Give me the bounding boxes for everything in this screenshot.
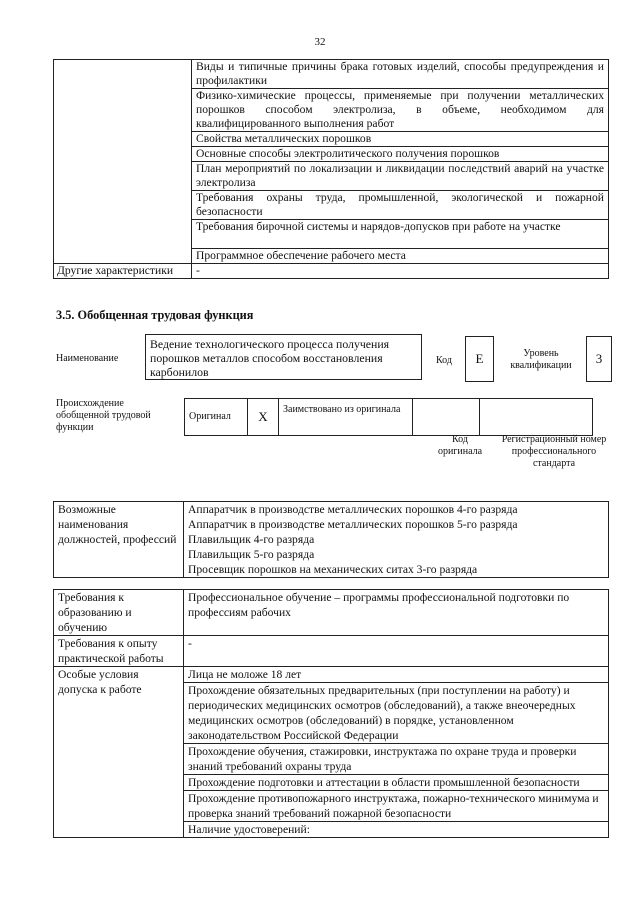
positions-label: Возможные наименования должностей, профессий [54, 502, 184, 578]
positions-list [184, 502, 609, 578]
reg-number-cell [480, 399, 593, 436]
position-item: Плавильщик 4-го разряда [188, 533, 315, 546]
original-mark: X [248, 399, 279, 436]
knowledge-item: Требования бирочной системы и нарядов-допусков при работе на участке [192, 220, 609, 249]
education-label: Требования к образованию и обучению [54, 590, 184, 636]
experience-label: Требования к опыту практической работы [54, 636, 184, 667]
knowledge-item: Основные способы электролитического получения порошков [192, 147, 609, 162]
level-label: Уровень квалификации [510, 348, 572, 371]
admission-item: Лица не моложе 18 лет [184, 667, 608, 683]
admission-item: Прохождение обязательных предварительных (при поступлении на работу) и периодических медицинских осмотров (обследований), а также внеочередных медицинских осмотров (обследований) в порядке, установленном законодательством Российской Федерации [184, 683, 608, 744]
original-label: Оригинал [185, 399, 248, 436]
admission-list [184, 667, 609, 838]
experience-value: - [184, 636, 609, 667]
knowledge-item: Физико-химические процессы, применяемые при получении металлических порошков способом электролиза, в объеме, необходимом для квалифицированного выполнения работ [192, 89, 609, 132]
requirements-table [53, 589, 609, 838]
admission-item: Наличие удостоверений: [188, 823, 310, 836]
education-value: Профессиональное обучение – программы профессиональной подготовки по профессиям рабочих [184, 590, 609, 636]
knowledge-item: План мероприятий по локализации и ликвидации последствий аварий на участке электролиза [192, 162, 609, 191]
position-item: Плавильщик 5-го разряда [188, 548, 315, 561]
reg-number-label: Регистрационный номер профессионального стандарта [501, 434, 607, 469]
code-value: E [475, 351, 484, 366]
position-item: Просевщик порошков на механических ситах 3-го разряда [188, 563, 478, 576]
admission-item: Прохождение противопожарного инструктажа, пожарно-технического минимума и проверка знаний требований пожарной безопасности [184, 791, 608, 822]
function-name-box [145, 334, 422, 380]
admission-item: Прохождение обучения, стажировки, инструктажа по охране труда и проверки знаний требований охраны труда [184, 744, 608, 775]
origin-label: Происхождение обобщенной трудовой функции [56, 398, 151, 433]
page-number: 32 [314, 36, 326, 48]
empty-label-cell [54, 60, 192, 264]
position-item: Аппаратчик в производстве металлических порошков 4-го разряда [188, 503, 518, 516]
knowledge-table [53, 59, 609, 279]
name-label: Наименование [56, 353, 119, 364]
other-characteristics-value: - [192, 264, 609, 279]
level-box [586, 336, 612, 382]
code-original-label: Код оригинала [437, 434, 483, 457]
positions-table [53, 501, 609, 578]
table-row [54, 590, 609, 636]
function-name: Ведение технологического процесса получения порошков металлов способом восстановления карбонилов [150, 337, 390, 379]
table-row [54, 636, 609, 667]
other-characteristics-label: Другие характеристики [54, 264, 192, 279]
code-label: Код [436, 355, 452, 366]
borrowed-label: Заимствовано из оригинала [279, 399, 413, 436]
knowledge-item: Виды и типичные причины брака готовых изделий, способы предупреждения и профилактики [192, 60, 609, 89]
position-item: Аппаратчик в производстве металлических порошков 5-го разряда [188, 518, 518, 531]
table-row [54, 502, 609, 578]
table-row [54, 60, 609, 89]
knowledge-item: Свойства металлических порошков [192, 132, 609, 147]
table-row [185, 399, 593, 436]
admission-item: Прохождение подготовки и аттестации в области промышленной безопасности [184, 775, 608, 791]
code-original-cell [413, 399, 480, 436]
origin-table [184, 398, 593, 436]
code-box [465, 336, 494, 382]
level-value: 3 [595, 351, 603, 366]
admission-label: Особые условия допуска к работе [54, 667, 184, 838]
table-row [54, 264, 609, 279]
section-heading: 3.5. Обобщенная трудовая функция [56, 308, 254, 322]
table-row [54, 667, 609, 838]
knowledge-item: Требования охраны труда, промышленной, экологической и пожарной безопасности [192, 191, 609, 220]
knowledge-item: Программное обеспечение рабочего места [192, 249, 609, 264]
